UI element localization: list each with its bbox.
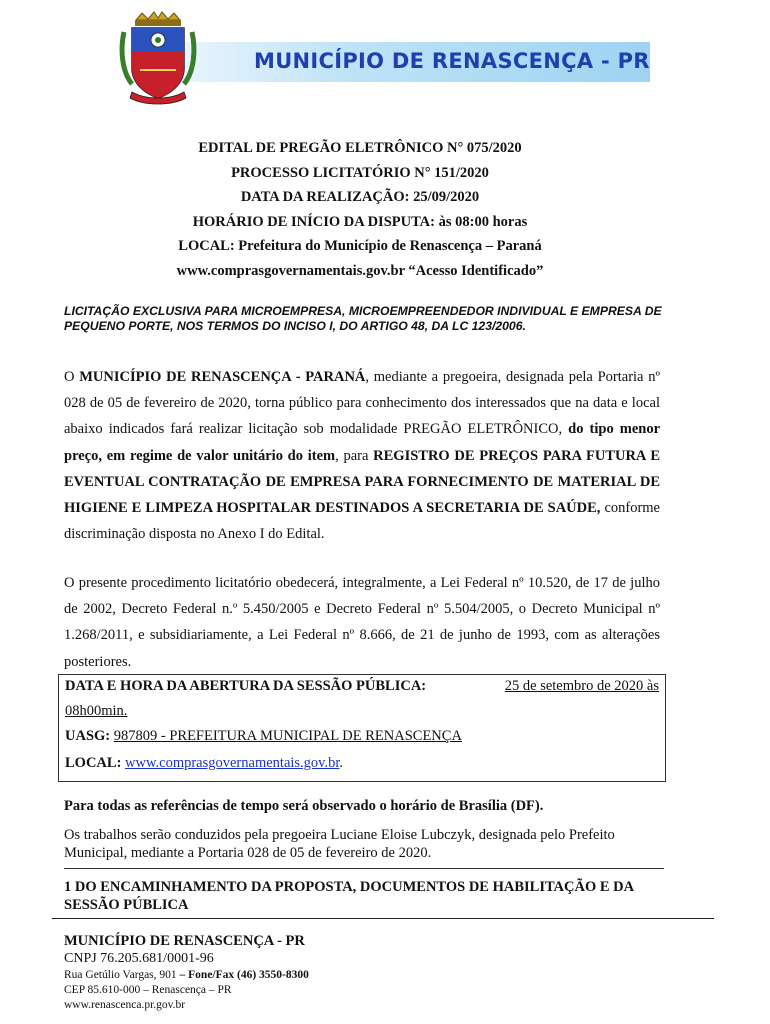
intro-text-4: conforme discriminação disposta no Anexo I do Edital. <box>64 500 660 543</box>
abertura-label: DATA E HORA DA ABERTURA DA SESSÃO PÚBLICA: <box>65 678 427 694</box>
footer-divider <box>52 918 714 919</box>
edital-number: EDITAL DE PREGÃO ELETRÔNICO N° 075/2020 <box>198 140 522 156</box>
section-title: 1 DO ENCAMINHAMENTO DA PROPOSTA, DOCUMENTOS DE HABILITAÇÃO E DA SESSÃO PÚBLICA <box>64 879 634 913</box>
intro-text-3: , para <box>335 447 374 464</box>
exclusive-notice: LICITAÇÃO EXCLUSIVA PARA MICROEMPRESA, MICROEMPREENDEDOR INDIVIDUAL E EMPRESA DE PEQUENO PORTE, NOS TERMOS DO INCISO I, DO ARTIGO 48, DA LC 123/2006. <box>64 304 662 333</box>
local-session-line <box>65 755 343 772</box>
intro-text-1: O <box>64 369 80 385</box>
local-period: . <box>339 755 344 771</box>
abertura-line-2 <box>65 703 127 720</box>
abertura-line <box>65 678 659 695</box>
uasg-line <box>65 728 462 745</box>
local-label: LOCAL: <box>65 755 122 771</box>
local-line: LOCAL: Prefeitura do Município de Renascença – Paraná <box>178 238 542 254</box>
website-line: www.comprasgovernamentais.gov.br “Acesso Identificado” <box>176 262 544 279</box>
municipal-crest-icon <box>118 10 198 110</box>
intro-tipo: do tipo menor preço, em regime de valor unitário do item <box>64 421 661 464</box>
intro-objeto: REGISTRO DE PREÇOS PARA FUTURA E EVENTUAL CONTRATAÇÃO DE EMPRESA PARA FORNECIMENTO DE MATERIAL DE HIGIENE E LIMPEZA HOSPITALAR DESTINADOS A SECRETARIA DE SAÚDE, <box>64 447 660 517</box>
footer-address-line <box>64 968 309 983</box>
footer-cnpj: CNPJ 76.205.681/0001-96 <box>64 951 214 966</box>
footer-name: MUNICÍPIO DE RENASCENÇA - PR <box>64 933 305 949</box>
footer-phone: – Fone/Fax (46) 3550-8300 <box>179 969 309 981</box>
letterhead <box>118 10 658 110</box>
intro-municipio: MUNICÍPIO DE RENASCENÇA - PARANÁ <box>79 369 366 385</box>
processo-number: PROCESSO LICITATÓRIO N° 151/2020 <box>231 164 489 181</box>
footer-address: Rua Getúlio Vargas, 901 <box>64 969 180 981</box>
edital-titles <box>60 136 660 283</box>
abertura-time: 08h00min. <box>65 703 128 719</box>
intro-text-2: , mediante a pregoeira, designada pela Portaria nº 028 de 05 de fevereiro de 2020, torna público para conhecimento dos interessados que na data e local abaixo indicados fará realizar licitação sob modalidade PREGÃO ELETRÔNICO, <box>64 369 660 438</box>
uasg-label: UASG: <box>65 728 111 744</box>
banner-title: MUNICÍPIO DE RENASCENÇA - PR <box>254 49 650 73</box>
section-divider <box>64 868 664 869</box>
horario-disputa: HORÁRIO DE INÍCIO DA DISPUTA: às 08:00 horas <box>192 213 528 230</box>
pregoeira-paragraph: Os trabalhos serão conduzidos pela pregoeira Luciane Eloise Lubczyk, designada pelo Prefeito Municipal, mediante a Portaria 028 de 05 de fevereiro de 2020. <box>64 827 615 861</box>
brasilia-time-note: Para todas as referências de tempo será observado o horário de Brasília (DF). <box>64 798 544 814</box>
footer-site: www.renascenca.pr.gov.br <box>64 999 186 1011</box>
session-info-box <box>58 674 666 782</box>
footer <box>64 932 309 1013</box>
comprasnet-link[interactable]: www.comprasgovernamentais.gov.br <box>125 755 340 771</box>
data-realizacao: DATA DA REALIZAÇÃO: 25/09/2020 <box>240 189 480 205</box>
footer-cep: CEP 85.610-000 – Renascença – PR <box>64 984 232 996</box>
legal-basis-paragraph: O presente procedimento licitatório obedecerá, integralmente, a Lei Federal nº 10.520, de 17 de julho de 2002, Decreto Federal n.º 5.450/2005 e Decreto Federal nº 5.504/2005, o Decreto Municipal nº 1.268/2011, e subsidiariamente, a Lei Federal nº 8.666, de 21 de junho de 1993, com as alterações posteriores. <box>64 575 660 670</box>
abertura-value: 25 de setembro de 2020 às <box>504 678 659 694</box>
uasg-value: 987809 - PREFEITURA MUNICIPAL DE RENASCENÇA <box>113 728 462 744</box>
intro-paragraph <box>64 364 660 547</box>
